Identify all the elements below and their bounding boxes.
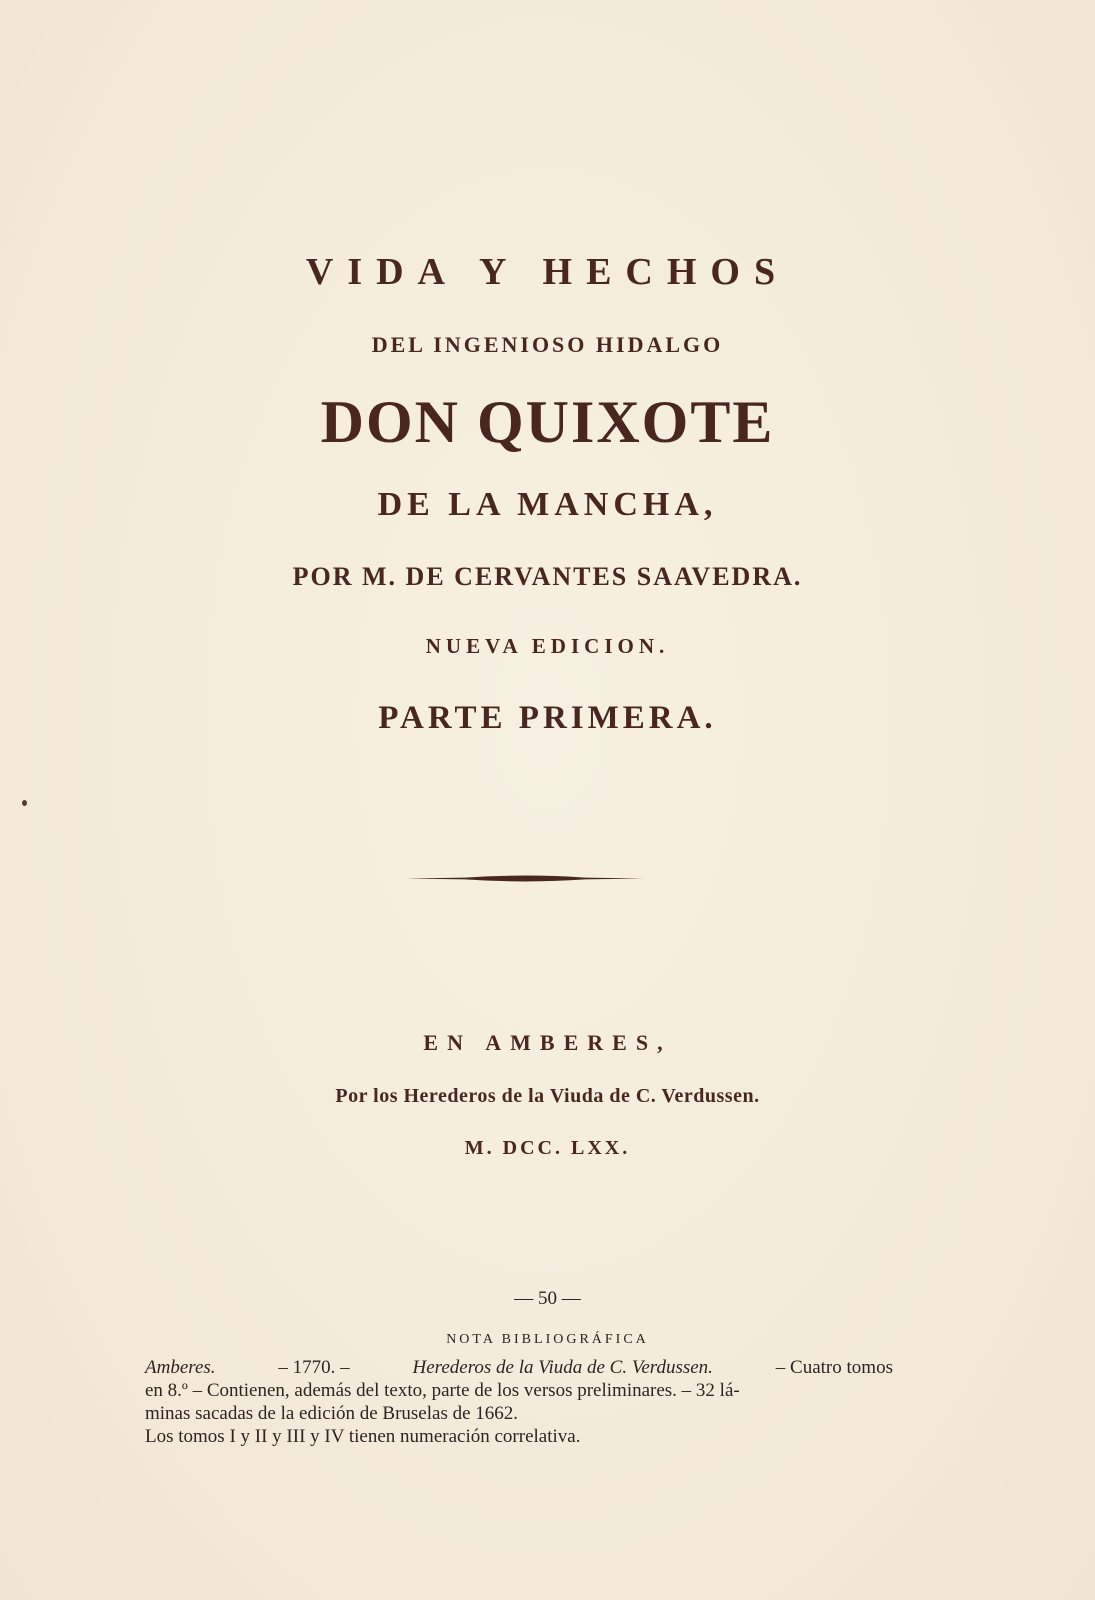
ink-speck (22, 800, 27, 806)
imprint-city: EN AMBERES, (423, 1030, 672, 1055)
title-line-part: PARTE PRIMERA. (378, 700, 717, 736)
title-line-author: POR M. DE CERVANTES SAAVEDRA. (292, 562, 803, 591)
note-line-3: minas sacadas de la edición de Bruselas de 1662. (145, 1403, 519, 1424)
note-line-4: Los tomos I y II y III y IV tienen numeración correlativa. (145, 1426, 581, 1447)
title-line-de-la-mancha: DE LA MANCHA, (377, 486, 718, 523)
note-line-2: en 8.º – Contienen, además del texto, parte de los versos preliminares. – 32 lá- (145, 1380, 740, 1401)
title-line-vida-y-hechos: VIDA Y HECHOS (305, 251, 790, 293)
imprint-printer: Por los Herederos de la Viuda de C. Verdussen. (335, 1085, 760, 1107)
page-number: — 50 — (514, 1288, 581, 1309)
title-line-don-quixote: DON QUIXOTE (320, 389, 775, 455)
title-line-edition: NUEVA EDICION. (425, 634, 670, 658)
note-heading: NOTA BIBLIOGRÁFICA (446, 1332, 649, 1347)
title-line-ingenioso-hidalgo: DEL INGENIOSO HIDALGO (371, 332, 724, 357)
note-year: – 1770. – (278, 1357, 350, 1378)
imprint-year: M. DCC. LXX. (464, 1137, 631, 1159)
note-line-1 (145, 1356, 893, 1379)
note-place: Amberes. (145, 1357, 216, 1378)
note-volumes: – Cuatro tomos (775, 1357, 893, 1378)
note-publisher: Herederos de la Viuda de C. Verdussen. (412, 1357, 713, 1378)
ornamental-rule (405, 874, 645, 883)
bibliographic-note (145, 1356, 893, 1448)
